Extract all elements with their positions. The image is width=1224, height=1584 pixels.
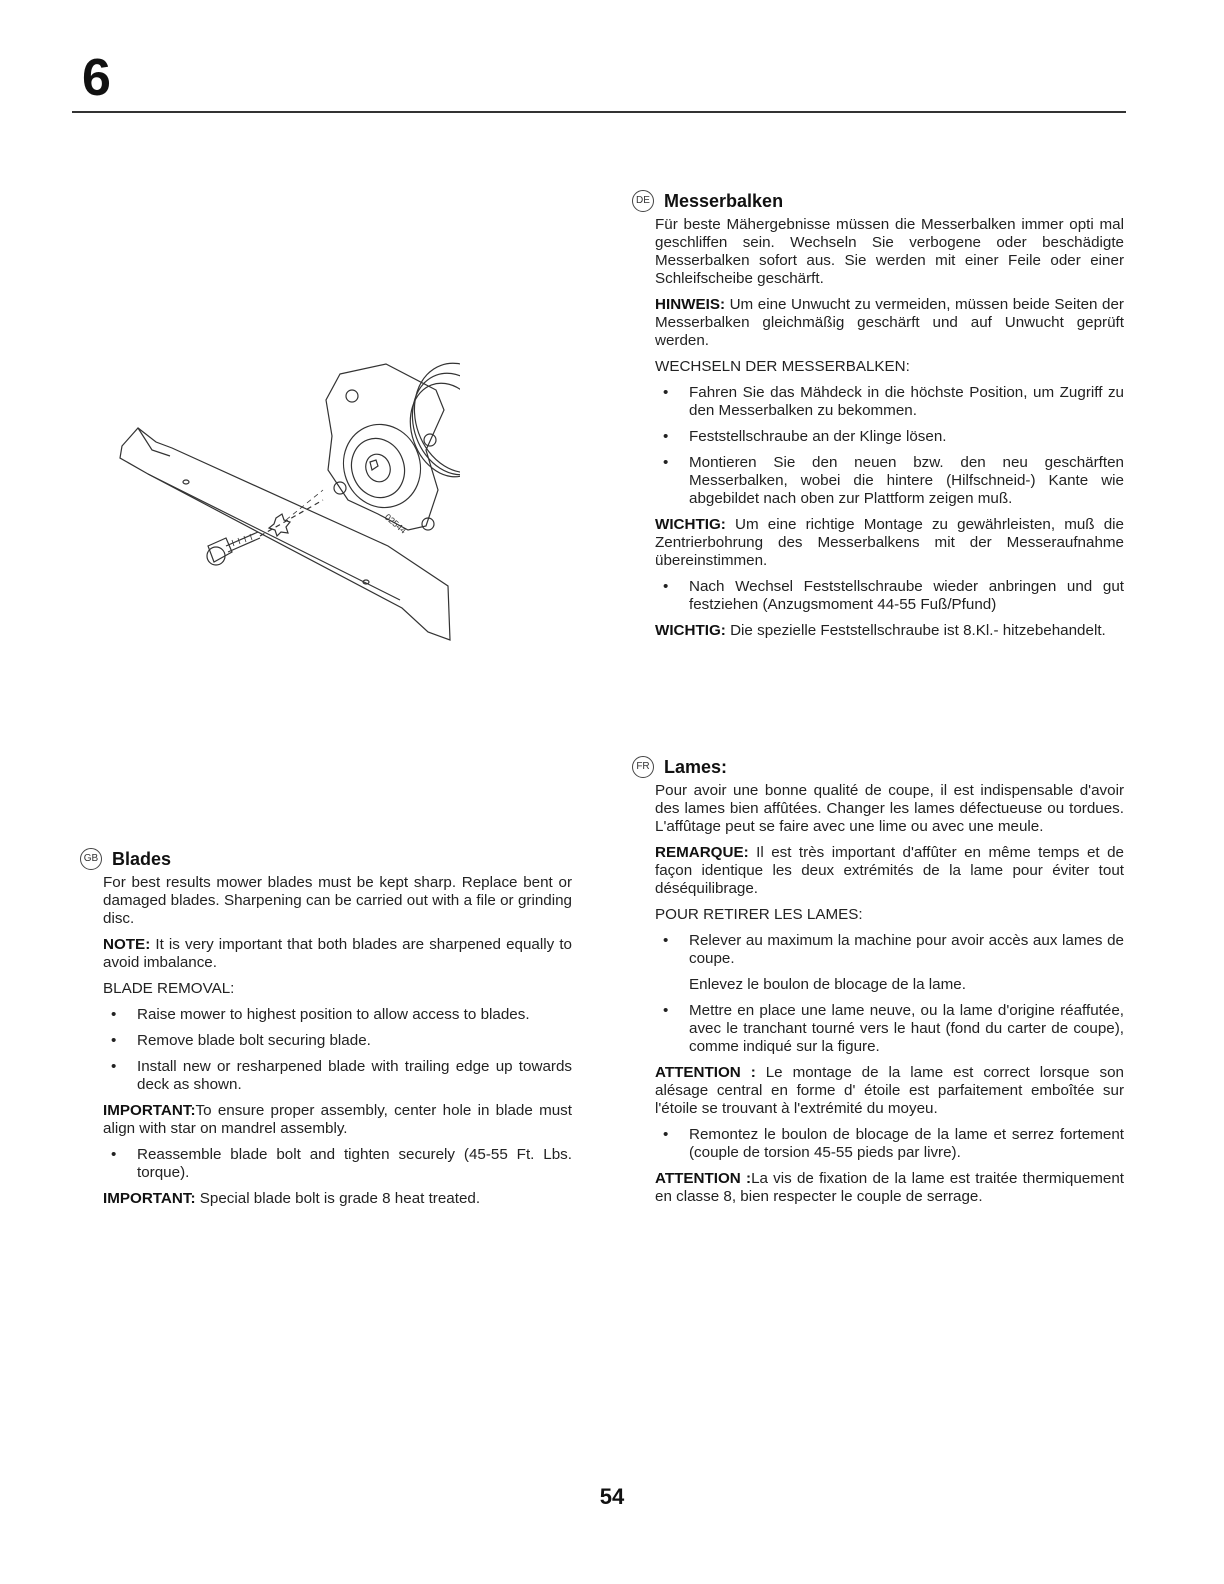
fr-removal-heading: POUR RETIRER LES LAMES:: [655, 906, 863, 923]
gb-important-2-label: IMPORTANT:: [103, 1190, 196, 1207]
figure-code: 02544: [382, 511, 409, 536]
section-de-title: Messerbalken: [664, 191, 784, 211]
fr-important-1: [655, 1064, 1124, 1118]
fr-step-sub: Enlevez le boulon de blocage de la lame.: [689, 976, 966, 993]
fr-intro: Pour avoir une bonne qualité de coupe, il est indispensable d'avoir des lames bien affûtées. Changer les lames défectueuse ou tordues. L'affûtage peut se faire avec une lime ou avec une meule.: [655, 782, 1124, 835]
section-fr: [632, 756, 1124, 1214]
de-step: • Montieren Sie den neuen bzw. den neu geschärften Messerbalken, wobei die hintere (Hilfschneid-) Kante wie abgebildet nach oben zur Plattform zeigen muß.: [655, 454, 1124, 508]
gb-important-1: [103, 1102, 572, 1138]
fr-important-1-text: Le montage de la lame est correct lorsque son alésage central en forme d' étoile est parfaitement emboîtée sur l'étoile se trouvant à l'extrémité du moyeu.: [655, 1064, 1124, 1117]
de-note: [655, 296, 1124, 350]
fr-important-2: [655, 1170, 1124, 1206]
gb-note-label: NOTE:: [103, 936, 151, 953]
section-fr-header: [632, 756, 1124, 778]
header-rule: [72, 111, 1126, 113]
section-gb: [80, 848, 572, 1216]
chapter-number: 6: [82, 49, 111, 107]
gb-intro: For best results mower blades must be kept sharp. Replace bent or damaged blades. Sharpening can be carried out with a file or grinding disc.: [103, 874, 572, 927]
section-fr-title: Lames:: [664, 757, 728, 777]
de-note-text: Um eine Unwucht zu vermeiden, müssen beide Seiten der Messerbalken gleichmäßig geschärft und auf Unwucht geprüft werden.: [655, 296, 1124, 349]
fr-steps-after: [655, 1126, 1124, 1162]
page-number: 54: [599, 1484, 625, 1509]
de-steps-after: [655, 578, 1124, 614]
de-flag-badge: DE: [632, 190, 654, 212]
de-steps: [655, 384, 1124, 508]
mandrel-housing: [326, 364, 444, 530]
gb-steps: [103, 1006, 572, 1094]
fr-step: • Remontez le boulon de blocage de la lame et serrez fortement (couple de torsion 45-55 pieds par livre).: [655, 1126, 1124, 1162]
gb-important-1-text: To ensure proper assembly, center hole in blade must align with star on mandrel assembly.: [103, 1102, 572, 1137]
section-de-header: [632, 190, 1124, 212]
fr-important-2-label: ATTENTION :: [655, 1170, 752, 1187]
fr-flag-badge: FR: [632, 756, 654, 778]
de-important-1-text: Um eine richtige Montage zu gewährleisten, muß die Zentrierbohrung des Messerbalkens mit der Messeraufnahme übereinstimmen.: [655, 516, 1124, 569]
gb-note-text: It is very important that both blades are sharpened equally to avoid imbalance.: [103, 936, 572, 971]
de-important-1: [655, 516, 1124, 570]
blade-mandrel-illustration: [108, 350, 460, 650]
de-step: • Feststellschraube an der Klinge lösen.: [655, 428, 1124, 446]
gb-flag-badge: GB: [80, 848, 102, 870]
gb-important-2-text: Special blade bolt is grade 8 heat treated.: [199, 1190, 481, 1207]
fr-important-2-text: La vis de fixation de la lame est traitée thermiquement en classe 8, bien respecter le couple de serrage.: [655, 1170, 1124, 1205]
de-important-2: [655, 622, 1124, 640]
fr-step: • Relever au maximum la machine pour avoir accès aux lames de coupe.: [655, 932, 1124, 968]
de-important-2-label: WICHTIG:: [655, 622, 726, 639]
fr-step: • Mettre en place une lame neuve, ou la lame d'origine réaffutée, avec le tranchant tourné vers le haut (fond du carter de coupe), comme indiqué sur la figure.: [655, 1002, 1124, 1056]
gb-step: • Raise mower to highest position to allow access to blades.: [103, 1006, 572, 1024]
de-intro: Für beste Mähergebnisse müssen die Messerbalken immer opti mal geschliffen sein. Wechseln Sie verbogene oder beschädigte Messerbalken sofort aus. Sie werden mit einer Feile oder einer Schleifscheibe geschärft.: [655, 216, 1124, 287]
fr-note: [655, 844, 1124, 898]
gb-note: [103, 936, 572, 972]
fr-steps: [655, 932, 1124, 968]
section-de: [632, 190, 1124, 648]
de-step: • Nach Wechsel Feststellschraube wieder anbringen und gut festziehen (Anzugsmoment 44-55 Fuß/Pfund): [655, 578, 1124, 614]
gb-removal-heading: BLADE REMOVAL:: [103, 980, 235, 997]
blade-bolt: [208, 538, 232, 562]
fr-steps-2: [655, 1002, 1124, 1056]
section-gb-header: [80, 848, 572, 870]
de-note-label: HINWEIS:: [655, 296, 726, 313]
gb-step: • Install new or resharpened blade with trailing edge up towards deck as shown.: [103, 1058, 572, 1094]
gb-important-2: [103, 1190, 572, 1208]
gb-important-1-label: IMPORTANT:: [103, 1102, 196, 1119]
fr-note-text: Il est très important d'affûter en même temps et de façon identique les deux extrémités de la lame pour éviter tout déséquilibrage.: [655, 844, 1124, 897]
fr-note-label: REMARQUE:: [655, 844, 749, 861]
de-important-2-text: Die spezielle Feststellschraube ist 8.Kl.- hitzebehandelt.: [730, 622, 1106, 639]
de-important-1-label: WICHTIG:: [655, 516, 726, 533]
de-removal-heading: WECHSELN DER MESSERBALKEN:: [655, 358, 910, 375]
section-gb-title: Blades: [112, 849, 172, 869]
gb-steps-after: [103, 1146, 572, 1182]
gb-step: • Reassemble blade bolt and tighten securely (45-55 Ft. Lbs. torque).: [103, 1146, 572, 1182]
gb-step: • Remove blade bolt securing blade.: [103, 1032, 572, 1050]
de-step: • Fahren Sie das Mähdeck in die höchste Position, um Zugriff zu den Messerbalken zu bekommen.: [655, 384, 1124, 420]
fr-important-1-label: ATTENTION :: [655, 1064, 756, 1081]
